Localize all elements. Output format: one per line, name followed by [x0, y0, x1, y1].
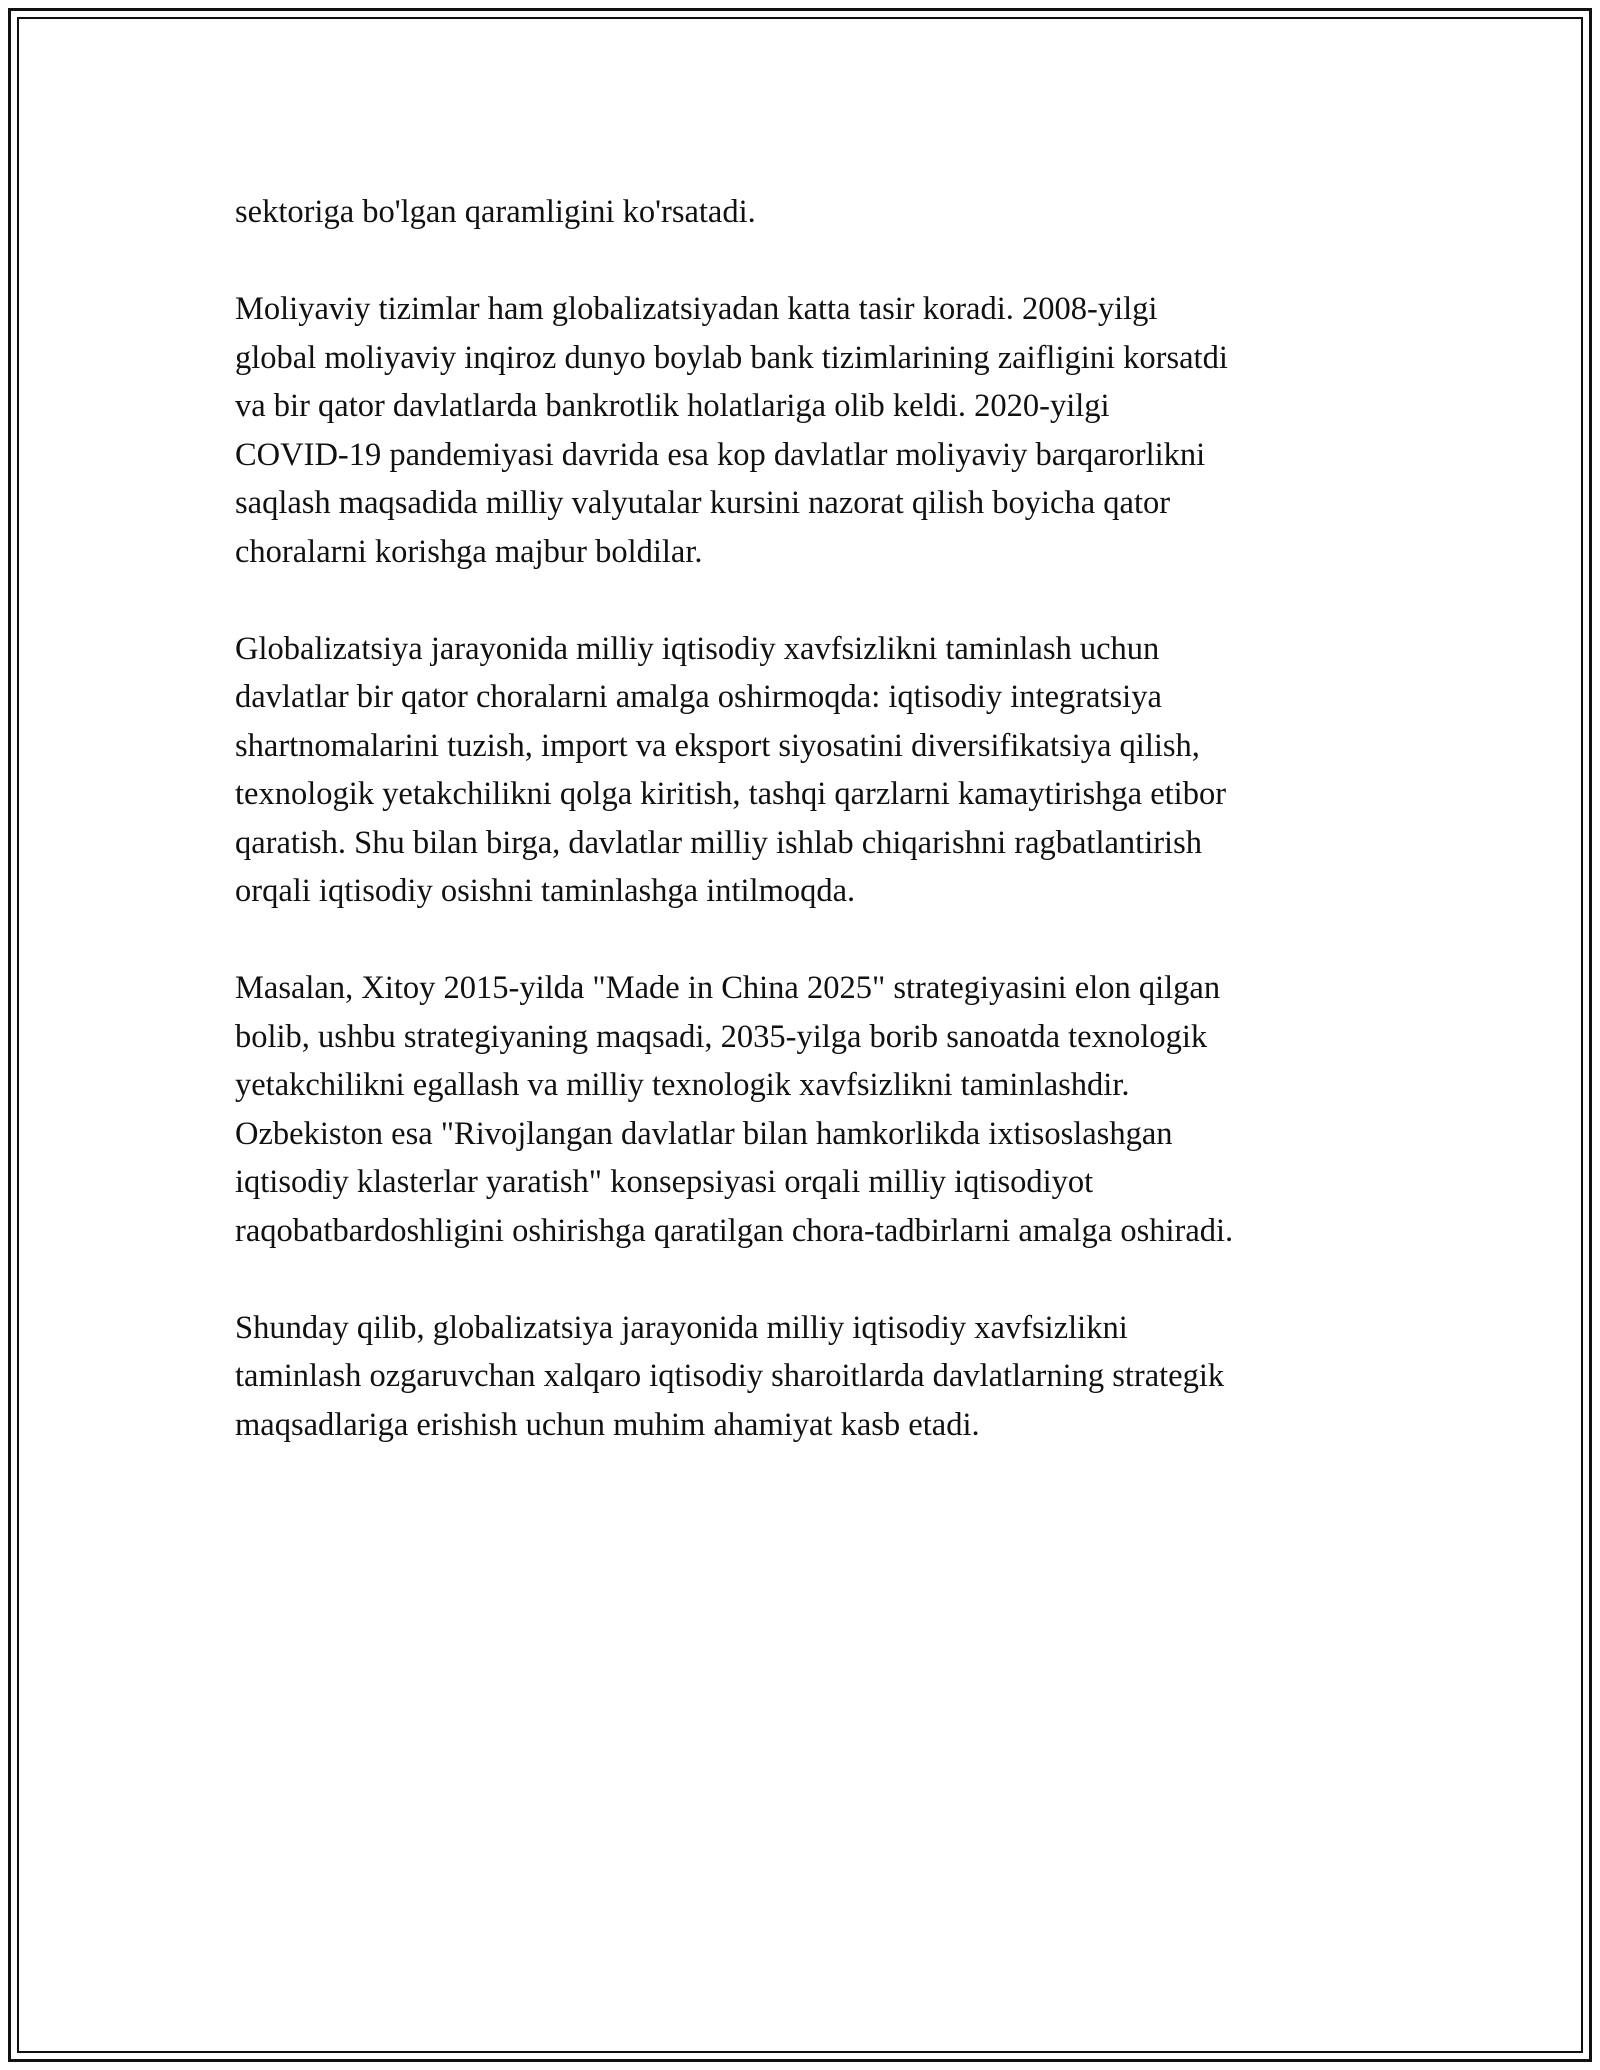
- text-line: raqobatbardoshligini oshirishga qaratilgan chora-tadbirlarni amalga oshiradi.: [235, 1212, 1234, 1249]
- text-line: Globalizatsiya jarayonida milliy iqtisodiy xavfsizlikni taminlash uchun: [235, 630, 1160, 667]
- text-line: maqsadlariga erishish uchun muhim ahamiyat kasb etadi.: [235, 1406, 980, 1443]
- text-line: Ozbekiston esa "Rivojlangan davlatlar bilan hamkorlikda ixtisoslashgan: [235, 1115, 1173, 1152]
- text-line: qaratish. Shu bilan birga, davlatlar milliy ishlab chiqarishni ragbatlantirish: [235, 824, 1202, 861]
- paragraph: [235, 625, 1380, 916]
- text-line: orqali iqtisodiy osishni taminlashga intilmoqda.: [235, 873, 856, 909]
- text-line: saqlash maqsadida milliy valyutalar kursini nazorat qilish boyicha qator: [235, 485, 1171, 521]
- text-line: iqtisodiy klasterlar yaratish" konsepsiyasi orqali milliy iqtisodiyot: [235, 1164, 1094, 1200]
- text-line: Masalan, Xitoy 2015-yilda "Made in China 2025" strategiyasini elon qilgan: [235, 970, 1221, 1006]
- document-body: [235, 188, 1380, 1498]
- text-line: choralarni korishga majbur boldilar.: [235, 533, 703, 570]
- text-line: Moliyaviy tizimlar ham globalizatsiyadan katta tasir koradi. 2008-yilgi: [235, 291, 1158, 327]
- text-line: va bir qator davlatlarda bankrotlik holatlariga olib keldi. 2020-yilgi: [235, 388, 1110, 424]
- paragraph: [235, 285, 1380, 576]
- text-line: global moliyaviy inqiroz dunyo boylab bank tizimlarining zaifligini korsatdi: [235, 339, 1228, 376]
- text-line: sektoriga bo'lgan qaramligini ko'rsatadi.: [235, 194, 756, 230]
- paragraph: [235, 1304, 1380, 1450]
- text-line: Shunday qilib, globalizatsiya jarayonida milliy iqtisodiy xavfsizlikni: [235, 1309, 1128, 1346]
- text-line: yetakchilikni egallash va milliy texnologik xavfsizlikni taminlashdir.: [235, 1067, 1130, 1103]
- paragraph: [235, 964, 1380, 1255]
- text-line: bolib, ushbu strategiyaning maqsadi, 2035-yilga borib sanoatda texnologik: [235, 1018, 1208, 1055]
- text-line: davlatlar bir qator choralarni amalga oshirmoqda: iqtisodiy integratsiya: [235, 679, 1162, 715]
- text-line: taminlash ozgaruvchan xalqaro iqtisodiy sharoitlarda davlatlarning strategik: [235, 1358, 1225, 1394]
- paragraph: [235, 188, 1380, 237]
- text-line: texnologik yetakchilikni qolga kiritish, tashqi qarzlarni kamaytirishga etibor: [235, 776, 1227, 812]
- text-line: COVID-19 pandemiyasi davrida esa kop davlatlar moliyaviy barqarorlikni: [235, 436, 1206, 473]
- text-line: shartnomalarini tuzish, import va eksport siyosatini diversifikatsiya qilish,: [235, 727, 1200, 764]
